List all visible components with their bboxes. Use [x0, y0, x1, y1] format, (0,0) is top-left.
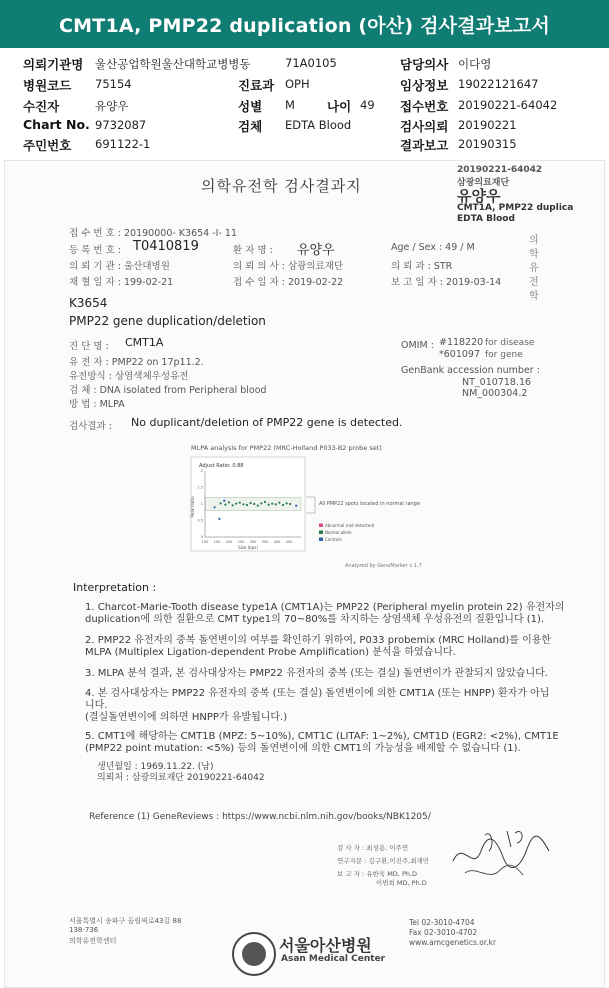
test-name: PMP22 gene duplication/deletion	[69, 314, 266, 328]
plot-y-tick: 0.5	[197, 518, 203, 523]
plot-point	[250, 502, 252, 504]
value-clinical-info: 19022121647	[458, 77, 539, 91]
plot-point	[232, 504, 234, 506]
omim-gene-note: for gene	[485, 350, 523, 360]
value-patient: 유양우	[95, 99, 129, 113]
plot-note: All PMP22 spots located in normal range	[319, 501, 420, 507]
requester-line: 의뢰처 : 삼광의료재단 20190221-64042	[97, 773, 265, 783]
interp-title: Interpretation :	[73, 581, 157, 594]
field-receipt-no: 접 수 번 호 : 20190000- K3654 -I- 11	[69, 228, 238, 239]
hospital-name-kr: 서울아산병원	[279, 936, 372, 955]
label-specimen-type: EDTA Blood	[457, 214, 515, 224]
plot-point	[242, 503, 244, 505]
field-institution: 의 뢰 기 관 : 울산대병원	[69, 261, 170, 272]
field-report-date: 보 고 일 자 : 2019-03-14	[391, 277, 502, 288]
label-test: CMT1A, PMP22 duplica	[457, 203, 574, 213]
plot-x-tick: 250	[237, 540, 245, 544]
inherit-line: 유전방식 : 상염색체우성유전	[69, 371, 189, 382]
field-reg-no: T0410819	[133, 239, 199, 254]
value-resident-no: 691122-1	[95, 137, 151, 151]
interp-2b: MLPA (Multiplex Ligation-dependent Probe Amplification) 분석을 하였습니다.	[85, 647, 456, 658]
label-report-date: 결과보고	[400, 138, 449, 153]
label-specimen: 검체	[238, 119, 263, 134]
genbank-nm: NM_000304.2	[462, 388, 528, 399]
diag-label: 진 단 명 :	[69, 341, 109, 352]
signer-reporter: 보 고 자 : 유한욱 MD, Ph.D	[337, 870, 418, 878]
signer-advisor: 연구자문 : 김구환,이진주,최재민	[337, 857, 430, 865]
address-1: 서울특별시 송파구 올림픽로43길 88	[69, 917, 182, 925]
interp-3a: 3. MLPA 분석 결과, 본 검사대상자는 PMP22 유전자의 중복 (또는 결실) 돌연변이가 관찰되지 않았습니다.	[85, 668, 548, 679]
plot-point	[223, 500, 225, 502]
label-resident-no: 주민번호	[23, 138, 72, 153]
field-doctor: 의 뢰 의 사 : 삼광의료재단	[233, 261, 344, 272]
label-receipt: 20190221-64042	[457, 165, 543, 175]
mlpa-plot	[191, 457, 491, 557]
plot-point	[271, 503, 273, 505]
omim-label: OMIM :	[401, 340, 434, 351]
scanned-report: 20190221-64042 삼광의료재단 유양우 CMT1A, PMP22 duplica EDTA Blood 의학유전학 검사결과지 의 학 유 전 학 접 수 번 호 : 20190000- K3654 -I- 11 등 록 번 호 : T0410819 환 자 명 : 유양우 Age / Sex : 49 / M 의 뢰 기 관 : 울산대병원 의 뢰 의 사 : 삼광의료재단 의 뢰 과 : STR 채 혈 일 자 : 199-02-21 접 수 일 자 : 2019-02-22 보 고 일 자 : 2019-03-14 K3654 PMP22 gene duplication/deletion 진 단 명 : CMT1A 유 전 자 : PMP22 on 17p11.2. 유전방식 : 상염색체우성유전 검 체 : DNA isolated from Peripheral blood 방 법 : MLPA OMIM : #118220 for disease *601097 for gene GenBank accession number : NT_010718.16 NM_000304.2 검사결과 : No duplicant/deletion of PMP22 gene is detected. MLPA analysis for PMP22 (MRC-Holland P033-B2 probe set) Adjust Ratio: 0.88 Peak Ratio Size (bps) 100 150 200 250 300 350 400 450 0 0.5 1 1.5 2 All PMP22 spots located in normal range Abnormal (not detected) Normal allele Controls Analyzed by GeneMarker v 1.7 Interpretation : 1. Charcot-Marie-Tooth disease type1A (CMT1A)는 PMP22 (Peripheral myelin protein 22) 유전자의 duplication에 의한 질환으로 CMT type1의 70~80%를 차지하는 상염색체 우성유전의 질환입니다 (1). 2. PMP22 유전자의 중복 돌연변이의 여부를 확인하기 위하여, P033 probemix (MRC Holland)를 이용한 MLPA (Multiplex Ligation-dependent Probe Amplification) 분석을 하였습니다. 3. MLPA 분석 결과, 본 검사대상자는 PMP22 유전자의 중복 (또는 결실) 돌연변이가 관찰되지 않았습니다. 4. 본 검사대상자는 PMP22 유전자의 중복 (또는 결실) 돌연변이에 의한 CMT1A (또는 HNPP) 환자가 아닙 니다. (결실돌연변이에 의하면 HNPP가 유발됩니다.) 5. CMT1에 해당하는 CMT1B (MPZ: 5~10%), CMT1C (LITAF: 1~2%), CMT1D (EGR2: <2%), CMT1E (PMP22 point mutation: <5%) 등의 돌연변이에 의한 CMT1의 가능성을 배제할 수 없습니다 (1). 생년월일 : 1969.11.22. (남) 의뢰처 : 삼광의료재단 20190221-64042 Reference (1) GeneReviews : https://www.ncbi.nlm.nih.gov/books/NBK1205/ 검 사 자 : 최성용, 이주연 연구자문 : 김구환,이진주,최재민 보 고 자 : 유한욱 MD, Ph.D 이범희 MD, Ph.D 서울특별시 송파구 올림픽로43길 88 138-736 의학유전학센터 Tel 02-3010-4704 Fax 02-3010-4702 www.amcgenetics.or.kr 서울아산병원 Asan Medical Center	[4, 160, 605, 988]
plot-x-tick: 100	[201, 540, 209, 544]
value-specimen: EDTA Blood	[285, 118, 352, 132]
field-age-sex: Age / Sex : 49 / M	[391, 242, 475, 253]
plot-point	[275, 503, 277, 505]
plot-point	[278, 502, 280, 504]
method-line: 방 법 : MLPA	[69, 399, 125, 410]
interp-4c: (결실돌연변이에 의하면 HNPP가 유발됩니다.)	[85, 712, 288, 723]
value-request-date: 20190221	[458, 118, 517, 132]
label-clinical-info: 임상정보	[400, 78, 449, 93]
plot-y-tick: 1.5	[197, 485, 203, 490]
plot-point	[264, 501, 266, 503]
interp-2a: 2. PMP22 유전자의 중복 돌연변이의 여부를 확인하기 위하여, P033 probemix (MRC Holland)를 이용한	[85, 635, 552, 646]
label-request-date: 검사의뢰	[400, 119, 449, 134]
legend-swatch	[319, 531, 323, 535]
value-age: 49	[360, 98, 375, 112]
plot-xlabel: Size (bps)	[238, 545, 258, 550]
plot-ratio-label: Adjust Ratio: 0.88	[199, 463, 244, 469]
plot-point	[246, 504, 248, 506]
plot-point	[268, 504, 270, 506]
interp-4a: 4. 본 검사대상자는 PMP22 유전자의 중복 (또는 결실) 돌연변이에 의한 CMT1A (또는 HNPP) 환자가 아닙	[85, 688, 550, 699]
plot-ylabel: Peak Ratio	[190, 496, 195, 518]
genbank-nt: NT_010718.16	[462, 377, 532, 388]
plot-point	[253, 503, 255, 505]
banner-title: CMT1A, PMP22 duplication (아산) 검사결과보고서	[59, 14, 550, 37]
plot-title: MLPA analysis for PMP22 (MRC-Holland P033-B2 probe set)	[191, 444, 382, 452]
contact-web: www.amcgenetics.or.kr	[409, 938, 497, 947]
value-chart-no: 9732087	[95, 118, 147, 132]
report-banner	[0, 0, 609, 48]
plot-x-tick: 150	[213, 540, 221, 544]
plot-point	[220, 502, 222, 504]
field-dept: 의 뢰 과 : STR	[391, 261, 453, 272]
report-title: 의학유전학 검사결과지	[201, 177, 362, 195]
value-hospital-code: 75154	[95, 77, 132, 91]
plot-point	[224, 504, 226, 506]
plot-point	[260, 502, 262, 504]
omim-disease: #118220	[439, 337, 484, 348]
interp-4b: 니다.	[85, 700, 108, 711]
address-2: 138-736	[69, 926, 99, 934]
label-sex: 성별	[238, 99, 263, 114]
plot-y-tick: 0	[200, 535, 203, 540]
label-doctor: 담당의사	[400, 57, 449, 72]
diag-value: CMT1A	[125, 336, 164, 349]
legend-label: Abnormal (not detected)	[325, 523, 375, 528]
plot-x-tick: 300	[249, 540, 257, 544]
plot-x-tick: 350	[261, 540, 269, 544]
specimen-line: 검 체 : DNA isolated from Peripheral blood	[69, 385, 267, 396]
asan-foundation-logo	[232, 932, 276, 976]
result-label: 검사결과 :	[69, 421, 112, 432]
plot-point	[214, 506, 216, 508]
interp-1b: duplication에 의한 질환으로 CMT type1의 70~80%를 차지하는 상염색체 우성유전의 질환입니다 (1).	[85, 614, 545, 625]
legend-label: Normal allele	[325, 530, 352, 535]
label-lab: 삼광의료재단	[457, 178, 510, 188]
contact-tel: Tel 02-3010-4704	[409, 918, 475, 927]
omim-gene: *601097	[439, 349, 481, 360]
interp-1a: 1. Charcot-Marie-Tooth disease type1A (CMT1A)는 PMP22 (Peripheral myelin protein 22) 유전자의	[85, 602, 565, 613]
value-doctor: 이다영	[458, 57, 492, 71]
gene-line: 유 전 자 : PMP22 on 17p11.2.	[69, 357, 204, 368]
label-patient: 수진자	[23, 99, 60, 114]
label-chart-no: Chart No.	[23, 117, 90, 132]
value-receipt-no: 20190221-64042	[458, 98, 558, 112]
legend-swatch	[319, 524, 323, 528]
genbank-label: GenBank accession number :	[401, 365, 540, 376]
plot-x-tick: 450	[285, 540, 293, 544]
value-sex: M	[285, 98, 295, 112]
plot-point	[295, 505, 297, 507]
test-code: K3654	[69, 296, 108, 310]
label-age: 나이	[327, 99, 352, 114]
plot-point	[218, 518, 220, 520]
label-hospital-code: 병원코드	[23, 78, 72, 93]
legend-swatch	[319, 538, 323, 542]
interp-5b: (PMP22 point mutation: <5%) 등의 돌연변이에 의한 CMT1의 가능성을 배제할 수 없습니다 (1).	[85, 743, 521, 754]
field-collect-date: 채 혈 일 자 : 199-02-21	[69, 277, 174, 288]
hospital-name-en: Asan Medical Center	[281, 954, 386, 964]
plot-point	[228, 501, 230, 503]
interp-5a: 5. CMT1에 해당하는 CMT1B (MPZ: 5~10%), CMT1C (LITAF: 1~2%), CMT1D (EGR2: <2%), CMT1E	[85, 731, 559, 742]
plot-y-tick: 1	[200, 502, 203, 507]
plot-point	[239, 502, 241, 504]
plot-credit: Analyzed by GeneMarker v 1.7	[345, 563, 422, 569]
signer-reporter2: 이범희 MD, Ph.D	[376, 879, 427, 887]
plot-point	[286, 502, 288, 504]
plot-point	[282, 504, 284, 506]
label-institution: 의뢰기관명	[23, 57, 84, 72]
plot-y-tick: 2	[200, 469, 203, 474]
plot-x-tick: 400	[273, 540, 281, 544]
legend-label: Controls	[325, 537, 342, 542]
reference-line: Reference (1) GeneReviews : https://www.ncbi.nlm.nih.gov/books/NBK1205/	[89, 812, 431, 822]
plot-point	[235, 503, 237, 505]
field-receive-date: 접 수 일 자 : 2019-02-22	[233, 277, 344, 288]
birth-line: 생년월일 : 1969.11.22. (남)	[97, 762, 214, 772]
label-patient-name: 유양우	[457, 187, 501, 205]
value-report-date: 20190315	[458, 137, 517, 151]
field-reg-label: 등 록 번 호 :	[69, 245, 121, 256]
plot-point	[289, 503, 291, 505]
signature-image	[445, 821, 555, 891]
field-patient-label: 환 자 명 :	[233, 245, 273, 256]
label-department: 진료과	[238, 78, 275, 93]
value-department: OPH	[285, 77, 310, 91]
value-institution-code: 71A0105	[285, 56, 337, 70]
omim-disease-note: for disease	[485, 338, 535, 348]
signer-tester: 검 사 자 : 최성용, 이주연	[337, 844, 409, 852]
plot-x-tick: 200	[225, 540, 233, 544]
address-3: 의학유전학센터	[69, 937, 117, 945]
field-patient-name: 유양우	[297, 243, 335, 258]
contact-fax: Fax 02-3010-4702	[409, 928, 478, 937]
value-institution: 울산공업학원울산대학교병병동	[95, 57, 251, 71]
result-value: No duplicant/deletion of PMP22 gene is detected.	[131, 416, 403, 429]
plot-point	[257, 505, 259, 507]
label-receipt-no: 접수번호	[400, 99, 449, 114]
